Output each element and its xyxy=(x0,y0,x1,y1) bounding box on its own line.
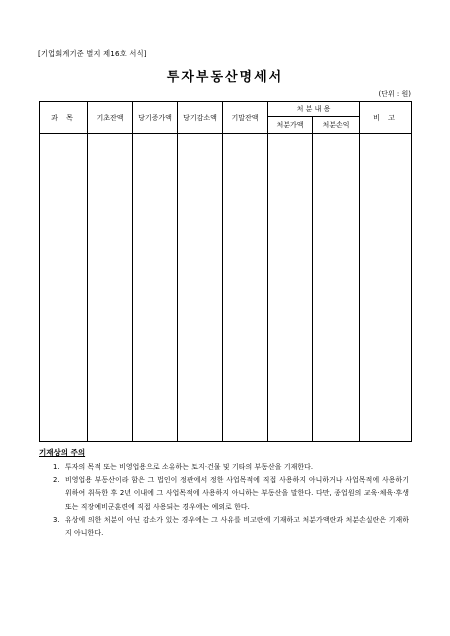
unit-label: (단위 : 원) xyxy=(378,90,411,98)
cell-period-increase[interactable] xyxy=(133,134,178,442)
col-header-account: 과 목 xyxy=(40,102,88,134)
cell-period-decrease[interactable] xyxy=(178,134,223,442)
col-header-closing-balance: 기말잔액 xyxy=(223,102,268,134)
cell-opening-balance[interactable] xyxy=(88,134,133,442)
cell-disposal-value[interactable] xyxy=(268,134,313,442)
cell-remarks[interactable] xyxy=(360,134,412,442)
col-header-disposal-gain-loss: 처분손익 xyxy=(313,117,360,134)
col-header-period-decrease: 당기감소액 xyxy=(178,102,223,134)
filing-notes xyxy=(39,447,411,540)
note-item xyxy=(39,461,411,474)
col-header-opening-balance: 기초잔액 xyxy=(88,102,133,134)
col-header-disposal-group: 처 분 내 용 xyxy=(268,102,360,117)
note-item xyxy=(39,474,411,514)
notes-title: 기재상의 주의 xyxy=(39,448,86,457)
header-row-1 xyxy=(40,102,412,117)
investment-property-table xyxy=(39,101,412,442)
col-header-disposal-value: 처분가액 xyxy=(268,117,313,134)
note-number: 3. xyxy=(53,515,60,524)
document-title: 투자부동산명세서 xyxy=(166,70,284,85)
note-text: 유상에 의한 처분이 아닌 감소가 있는 경우에는 그 사유를 비고란에 기재하고 처분가액란과 처분손실란은 기재하지 아니한다. xyxy=(65,515,409,538)
form-reference: [기업회계기준 별지 제16호 서식] xyxy=(38,49,147,58)
table-body-row xyxy=(40,134,412,442)
cell-disposal-gain-loss[interactable] xyxy=(313,134,360,442)
cell-account[interactable] xyxy=(40,134,88,442)
note-text: 비영업용 부동산이라 함은 그 법인이 정관에서 정한 사업목적에 직접 사용하지 아니하거나 사업목적에 사용하기 위하여 취득한 후 2년 이내에 그 사업목적에 사용하지 아니하는 부동산을 말한다. 다만, 종업원의 교육·체육·후생 또는 직장예비군훈련에 직접 사용되는 경우에는 예외로 한다. xyxy=(65,476,409,511)
cell-closing-balance[interactable] xyxy=(223,134,268,442)
note-number: 2. xyxy=(53,476,60,485)
col-header-period-increase: 당기증가액 xyxy=(133,102,178,134)
note-item xyxy=(39,514,411,540)
col-header-remarks: 비 고 xyxy=(360,102,412,134)
note-number: 1. xyxy=(53,463,60,471)
note-text: 투자의 목적 또는 비영업용으로 소유하는 토지·건물 및 기타의 부동산을 기재한다. xyxy=(65,463,314,471)
